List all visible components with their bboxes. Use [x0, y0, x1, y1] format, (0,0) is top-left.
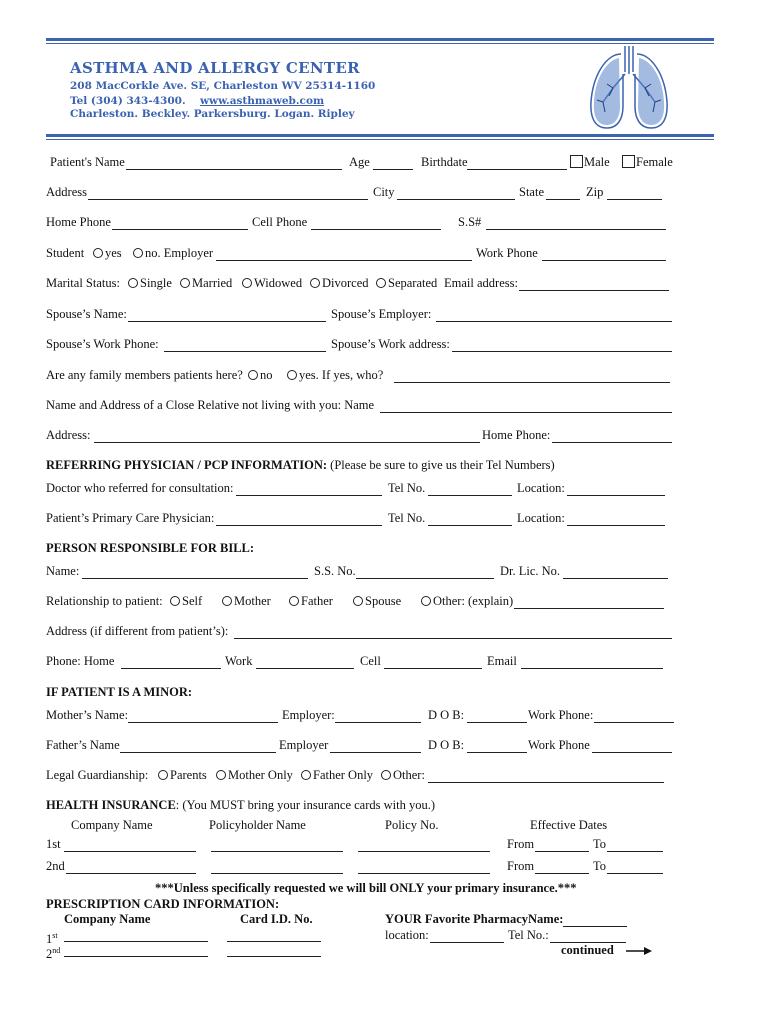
referring-tel-field[interactable] — [428, 495, 512, 496]
responsible-address-label: Address (if different from patient’s): — [46, 624, 229, 638]
state-label: State — [519, 185, 544, 199]
pharmacy-location-field[interactable] — [430, 942, 504, 943]
minor-heading: IF PATIENT IS A MINOR: — [46, 685, 193, 699]
insurance-row1-label: 1st — [46, 837, 61, 851]
family-no-label: no — [260, 368, 273, 382]
insurance-2-to-label: To — [593, 859, 607, 873]
referring-location-label: Location: — [517, 481, 565, 495]
pcp-location-label: Location: — [517, 511, 565, 525]
marital-separated-radio[interactable] — [376, 278, 386, 288]
insurance-1-policy-field[interactable] — [358, 851, 490, 852]
insurance-section — [46, 798, 435, 813]
marital-widowed-label: Widowed — [254, 276, 303, 290]
family-who-field[interactable] — [394, 382, 670, 383]
guardian-other-field[interactable] — [428, 782, 664, 783]
father-work-phone-label: Work Phone — [528, 738, 590, 752]
marital-divorced-radio[interactable] — [310, 278, 320, 288]
guardian-parents-label: Parents — [170, 768, 207, 782]
marital-widowed-option[interactable] — [242, 276, 302, 291]
work-phone-field[interactable] — [542, 260, 666, 261]
lungs-icon — [585, 44, 673, 134]
student-yes-radio[interactable] — [93, 248, 103, 258]
spouse-work-phone-label: Spouse’s Work Phone: — [46, 337, 159, 351]
relationship-spouse-radio[interactable] — [353, 596, 363, 606]
insurance-1-company-field[interactable] — [64, 851, 196, 852]
insurance-1-holder-field[interactable] — [211, 851, 343, 852]
mother-employer-field[interactable] — [335, 722, 421, 723]
relationship-other-option[interactable] — [421, 594, 513, 609]
family-no-option[interactable] — [248, 368, 273, 383]
marital-married-option[interactable] — [180, 276, 232, 291]
female-label: Female — [636, 155, 673, 169]
home-phone-field[interactable] — [112, 229, 248, 230]
city-label: City — [373, 185, 395, 199]
insurance-1-to-field[interactable] — [607, 851, 663, 852]
marital-single-label: Single — [140, 276, 172, 290]
family-question: Are any family members patients here? — [46, 368, 243, 382]
marital-single-radio[interactable] — [128, 278, 138, 288]
birthdate-label: Birthdate — [421, 155, 468, 169]
header-rule-bottom — [46, 134, 714, 137]
relationship-self-label: Self — [182, 594, 203, 608]
marital-married-label: Married — [192, 276, 233, 290]
relationship-label: Relationship to patient: — [46, 594, 163, 608]
insurance-col-dates: Effective Dates — [530, 818, 608, 832]
father-dob-label: D O B: — [428, 738, 465, 752]
prescription-col-card: Card I.D. No. — [240, 912, 313, 926]
spouse-name-label: Spouse’s Name: — [46, 307, 127, 321]
patient-name-label: Patient's Name — [50, 155, 125, 169]
responsible-work-phone-field[interactable] — [256, 668, 354, 669]
family-no-radio[interactable] — [248, 370, 258, 380]
pcp-location-field[interactable] — [567, 525, 665, 526]
responsible-cell-label: Cell — [360, 654, 381, 668]
clinic-locations: Charleston. Beckley. Parkersburg. Logan. Ripley — [70, 108, 355, 120]
prescription-row1-sup: st — [52, 931, 58, 940]
responsible-email-label: Email — [487, 654, 517, 668]
marital-separated-label: Separated — [388, 276, 438, 290]
relationship-self-radio[interactable] — [170, 596, 180, 606]
clinic-address: 208 MacCorkle Ave. SE, Charleston WV 25314-1160 — [70, 80, 376, 92]
relationship-father-label: Father — [301, 594, 333, 608]
student-yes-label: yes — [105, 246, 122, 260]
pharmacy-tel-label: Tel No.: — [508, 928, 549, 942]
prescription-1-company-field[interactable] — [64, 941, 208, 942]
prescription-heading: PRESCRIPTION CARD INFORMATION: — [46, 897, 280, 911]
relationship-father-option[interactable] — [289, 594, 333, 609]
insurance-heading: HEALTH INSURANCE — [46, 798, 176, 812]
spouse-work-address-field[interactable] — [452, 351, 672, 352]
zip-label: Zip — [586, 185, 604, 199]
relationship-mother-option[interactable] — [222, 594, 271, 609]
father-employer-label: Employer — [279, 738, 329, 752]
header-rule-bottom-thin — [46, 139, 714, 140]
relative-home-phone-field[interactable] — [552, 442, 672, 443]
pharmacy-location-label: location: — [385, 928, 429, 942]
mother-name-field[interactable] — [128, 722, 278, 723]
guardian-father-radio[interactable] — [301, 770, 311, 780]
male-checkbox[interactable] — [570, 155, 583, 168]
insurance-1-from-field[interactable] — [535, 851, 589, 852]
responsible-address-field[interactable] — [234, 638, 672, 639]
father-employer-field[interactable] — [330, 752, 421, 753]
student-no-radio[interactable] — [133, 248, 143, 258]
email-field[interactable] — [519, 290, 669, 291]
prescription-row1-num: 1 — [46, 932, 53, 947]
guardian-other-option[interactable] — [381, 768, 425, 783]
insurance-1-from-label: From — [507, 837, 535, 851]
relationship-explain-field[interactable] — [514, 608, 664, 609]
age-field[interactable] — [373, 169, 413, 170]
student-yes-option[interactable] — [93, 246, 122, 261]
family-yes-option[interactable] — [287, 368, 383, 383]
guardian-mother-option[interactable] — [216, 768, 293, 783]
mother-dob-label: D O B: — [428, 708, 465, 722]
prescription-1-card-field[interactable] — [227, 941, 321, 942]
spouse-work-address-label: Spouse’s Work address: — [331, 337, 450, 351]
mother-employer-label: Employer: — [282, 708, 335, 722]
student-no-employer-label: no. Employer — [145, 246, 214, 260]
insurance-col-policy: Policy No. — [385, 818, 439, 832]
prescription-row2-label — [46, 943, 60, 962]
insurance-2-from-label: From — [507, 859, 535, 873]
patient-name-field[interactable] — [126, 169, 342, 170]
male-label: Male — [584, 155, 610, 169]
relationship-mother-radio[interactable] — [222, 596, 232, 606]
pcp-field[interactable] — [216, 525, 382, 526]
insurance-2-holder-field[interactable] — [211, 873, 343, 874]
guardian-other-radio[interactable] — [381, 770, 391, 780]
family-yes-radio[interactable] — [287, 370, 297, 380]
email-label: Email address: — [444, 276, 518, 290]
father-dob-field[interactable] — [467, 752, 527, 753]
clinic-name: ASTHMA AND ALLERGY CENTER — [70, 59, 360, 77]
insurance-note: : (You MUST bring your insurance cards with you.) — [175, 798, 436, 812]
insurance-notice: ***Unless specifically requested we will bill ONLY your primary insurance.*** — [155, 881, 577, 895]
pharmacy-name-field[interactable] — [563, 926, 627, 927]
female-option[interactable] — [622, 155, 673, 170]
marital-status-label: Marital Status: — [46, 276, 120, 290]
relative-home-phone-label: Home Phone: — [482, 428, 551, 442]
marital-divorced-label: Divorced — [322, 276, 369, 290]
insurance-1-to-label: To — [593, 837, 607, 851]
responsible-ss-field[interactable] — [356, 578, 494, 579]
mother-work-phone-label: Work Phone: — [528, 708, 594, 722]
father-name-label: Father’s Name — [46, 738, 120, 752]
marital-married-radio[interactable] — [180, 278, 190, 288]
family-yes-label: yes. If yes, who? — [299, 368, 384, 382]
clinic-tel: Tel (304) 343-4300. — [70, 95, 186, 107]
home-phone-label: Home Phone — [46, 215, 111, 229]
address-field[interactable] — [88, 199, 368, 200]
state-field[interactable] — [546, 199, 580, 200]
responsible-ss-label: S.S. No. — [314, 564, 356, 578]
pcp-label: Patient’s Primary Care Physician: — [46, 511, 215, 525]
spouse-work-phone-field[interactable] — [164, 351, 326, 352]
insurance-row2-label: 2nd — [46, 859, 65, 873]
guardianship-label: Legal Guardianship: — [46, 768, 149, 782]
insurance-col-holder: Policyholder Name — [209, 818, 306, 832]
work-phone-label: Work Phone — [476, 246, 538, 260]
referring-doctor-label: Doctor who referred for consultation: — [46, 481, 234, 495]
father-name-field[interactable] — [120, 752, 276, 753]
student-no-option[interactable] — [133, 246, 213, 261]
marital-separated-option[interactable] — [376, 276, 437, 291]
relationship-other-label: Other: (explain) — [433, 594, 514, 608]
pharmacy-name-label: YOUR Favorite PharmacyName: — [385, 912, 564, 926]
relationship-spouse-label: Spouse — [365, 594, 402, 608]
prescription-row2-sup: nd — [52, 946, 61, 955]
ss-label: S.S# — [458, 215, 482, 229]
relative-address-field[interactable] — [94, 442, 480, 443]
father-work-phone-field[interactable] — [592, 752, 672, 753]
guardian-father-option[interactable] — [301, 768, 373, 783]
responsible-drlic-field[interactable] — [563, 578, 668, 579]
referring-note: (Please be sure to give us their Tel Numbers) — [330, 458, 555, 472]
insurance-col-company: Company Name — [71, 818, 153, 832]
marital-single-option[interactable] — [128, 276, 172, 291]
cell-phone-field[interactable] — [311, 229, 441, 230]
insurance-2-to-field[interactable] — [607, 873, 663, 874]
insurance-2-company-field[interactable] — [66, 873, 196, 874]
age-label: Age — [349, 155, 370, 169]
city-field[interactable] — [397, 199, 515, 200]
zip-field[interactable] — [607, 199, 662, 200]
cell-phone-label: Cell Phone — [252, 215, 308, 229]
insurance-2-from-field[interactable] — [535, 873, 589, 874]
prescription-col-company: Company Name — [64, 912, 151, 926]
responsible-heading: PERSON RESPONSIBLE FOR BILL: — [46, 541, 255, 555]
spouse-name-field[interactable] — [128, 321, 326, 322]
guardian-mother-label: Mother Only — [228, 768, 293, 782]
guardian-parents-radio[interactable] — [158, 770, 168, 780]
relative-name-label: Name and Address of a Close Relative not living with you: Name — [46, 398, 375, 412]
responsible-home-phone-field[interactable] — [121, 668, 221, 669]
marital-divorced-option[interactable] — [310, 276, 369, 291]
relationship-mother-label: Mother — [234, 594, 271, 608]
relative-name-field[interactable] — [380, 412, 672, 413]
responsible-drlic-label: Dr. Lic. No. — [500, 564, 561, 578]
responsible-email-field[interactable] — [521, 668, 663, 669]
spouse-employer-label: Spouse’s Employer: — [331, 307, 432, 321]
responsible-cell-field[interactable] — [384, 668, 482, 669]
referring-location-field[interactable] — [567, 495, 665, 496]
responsible-name-label: Name: — [46, 564, 80, 578]
guardian-mother-radio[interactable] — [216, 770, 226, 780]
female-checkbox[interactable] — [622, 155, 635, 168]
mother-work-phone-field[interactable] — [594, 722, 674, 723]
responsible-phone-home-label: Phone: Home — [46, 654, 115, 668]
referring-doctor-field[interactable] — [236, 495, 382, 496]
pcp-tel-label: Tel No. — [388, 511, 426, 525]
male-option[interactable] — [570, 155, 610, 170]
birthdate-field[interactable] — [467, 169, 567, 170]
relationship-spouse-option[interactable] — [353, 594, 401, 609]
referring-tel-label: Tel No. — [388, 481, 426, 495]
relationship-father-radio[interactable] — [289, 596, 299, 606]
prescription-2-company-field[interactable] — [64, 956, 208, 957]
insurance-2-policy-field[interactable] — [358, 873, 490, 874]
employer-field[interactable] — [216, 260, 472, 261]
continued-label: continued — [561, 943, 614, 957]
prescription-row2-num: 2 — [46, 947, 53, 962]
student-label: Student — [46, 246, 85, 260]
mother-dob-field[interactable] — [467, 722, 527, 723]
relationship-other-radio[interactable] — [421, 596, 431, 606]
relationship-self-option[interactable] — [170, 594, 202, 609]
ss-field[interactable] — [486, 229, 666, 230]
guardian-father-label: Father Only — [313, 768, 374, 782]
spouse-employer-field[interactable] — [436, 321, 672, 322]
arrow-right-icon — [626, 946, 652, 956]
responsible-name-field[interactable] — [82, 578, 308, 579]
guardian-other-label: Other: — [393, 768, 425, 782]
clinic-website-link[interactable]: www.asthmaweb.com — [200, 95, 325, 107]
address-label: Address — [46, 185, 87, 199]
referring-section — [46, 458, 555, 473]
marital-widowed-radio[interactable] — [242, 278, 252, 288]
relative-address-label: Address: — [46, 428, 91, 442]
prescription-2-card-field[interactable] — [227, 956, 321, 957]
responsible-work-label: Work — [225, 654, 253, 668]
header-rule-top — [46, 38, 714, 41]
guardian-parents-option[interactable] — [158, 768, 207, 783]
pcp-tel-field[interactable] — [428, 525, 512, 526]
referring-heading: REFERRING PHYSICIAN / PCP INFORMATION: — [46, 458, 328, 472]
mother-name-label: Mother’s Name: — [46, 708, 129, 722]
